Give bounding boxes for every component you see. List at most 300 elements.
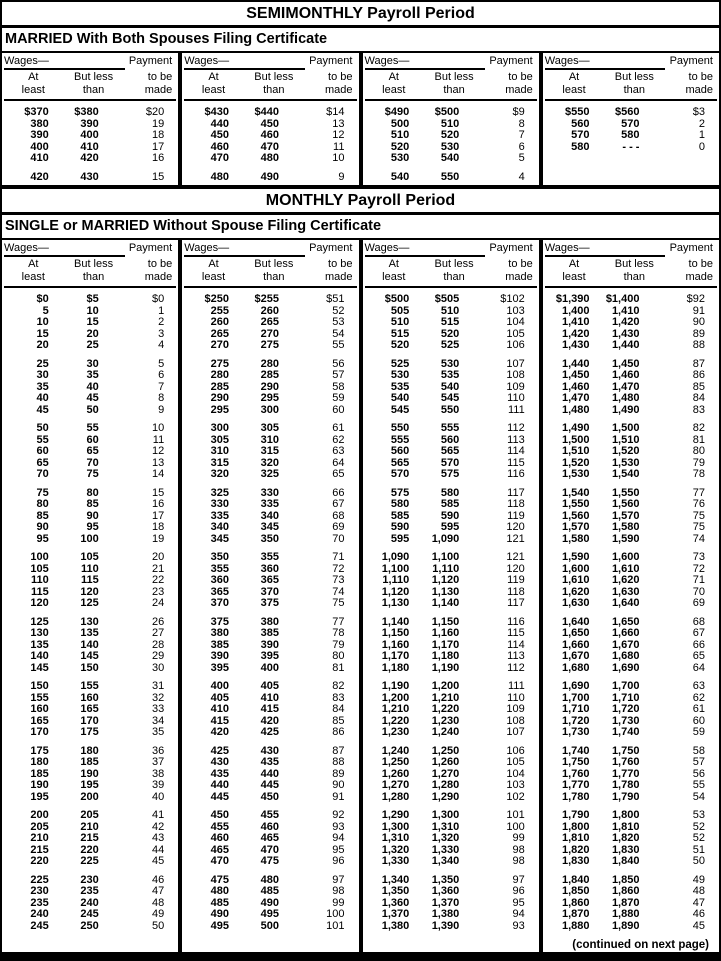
payment-cell: 8 bbox=[158, 392, 165, 404]
table-row bbox=[184, 370, 356, 382]
at-least-cell: 1,730 bbox=[562, 726, 590, 738]
at-least-cell: 1,680 bbox=[562, 661, 590, 674]
at-least-cell: 520 bbox=[390, 140, 410, 153]
at-least-cell: 505 bbox=[390, 304, 410, 317]
payment-cell: 89 bbox=[692, 327, 705, 340]
at-least-cell: 1,370 bbox=[381, 908, 410, 920]
table-row bbox=[184, 534, 356, 546]
payment-cell: 56 bbox=[692, 767, 705, 780]
table-row bbox=[4, 172, 176, 184]
at-least-cell: 1,140 bbox=[381, 615, 410, 628]
payment-cell: 78 bbox=[332, 627, 345, 639]
payment-cell: 5 bbox=[158, 357, 165, 370]
payment-cell: 87 bbox=[692, 357, 705, 370]
but-less-cell: 400 bbox=[80, 129, 99, 141]
table-row bbox=[545, 757, 717, 769]
table-row bbox=[365, 921, 537, 933]
to-be-made-header: to be made bbox=[685, 258, 713, 283]
payment-cell: 113 bbox=[507, 433, 525, 446]
but-less-cell: 15 bbox=[86, 316, 99, 328]
but-less-cell: 1,260 bbox=[431, 756, 460, 768]
but-less-cell: 175 bbox=[80, 726, 99, 738]
but-less-cell: 85 bbox=[86, 498, 99, 510]
but-less-cell: 315 bbox=[260, 445, 279, 457]
but-less-cell: 110 bbox=[80, 562, 99, 575]
table-row bbox=[184, 598, 356, 610]
but-less-cell: 400 bbox=[260, 661, 279, 674]
table-row bbox=[184, 317, 356, 329]
table-row bbox=[184, 575, 356, 587]
wage-column-group bbox=[363, 240, 543, 952]
table-row bbox=[545, 833, 717, 845]
table-row bbox=[184, 727, 356, 739]
table-row bbox=[365, 856, 537, 868]
payment-header-label: Payment bbox=[128, 242, 173, 254]
row-block bbox=[4, 681, 176, 739]
but-less-cell: 230 bbox=[80, 873, 99, 886]
payment-cell: 2 bbox=[158, 316, 165, 328]
at-least-cell: 1,220 bbox=[381, 714, 410, 727]
but-less-cell: 485 bbox=[260, 885, 279, 897]
but-less-cell: 1,890 bbox=[611, 919, 640, 932]
table-row bbox=[365, 370, 537, 382]
at-least-cell: 265 bbox=[210, 327, 230, 340]
at-least-cell: 285 bbox=[210, 380, 230, 393]
but-less-cell: 570 bbox=[440, 456, 460, 469]
at-least-cell: 1,400 bbox=[562, 304, 590, 317]
table-row bbox=[4, 317, 176, 329]
row-block bbox=[184, 875, 356, 933]
but-less-cell: 195 bbox=[80, 779, 99, 791]
payment-cell: 100 bbox=[506, 820, 525, 833]
row-block bbox=[4, 294, 176, 352]
but-less-cell: 225 bbox=[80, 855, 99, 867]
but-less-than-header: But less than bbox=[434, 71, 474, 96]
but-less-cell: 520 bbox=[440, 129, 460, 141]
at-least-cell: 1,240 bbox=[381, 744, 410, 757]
but-less-cell: 1,660 bbox=[611, 627, 640, 639]
row-block bbox=[4, 875, 176, 933]
table-row bbox=[184, 469, 356, 481]
table-row bbox=[545, 294, 717, 306]
payment-cell: 107 bbox=[506, 726, 525, 738]
at-least-cell: 1,290 bbox=[381, 809, 410, 821]
table-row bbox=[4, 370, 176, 382]
row-block bbox=[545, 810, 717, 868]
payment-cell: 88 bbox=[332, 756, 345, 768]
but-less-cell: 60 bbox=[86, 433, 99, 446]
payment-cell: 66 bbox=[332, 486, 345, 499]
table-row bbox=[545, 107, 717, 119]
but-less-cell: 245 bbox=[80, 908, 99, 920]
but-less-cell: 420 bbox=[80, 152, 99, 164]
payment-cell: 54 bbox=[332, 327, 345, 340]
but-less-cell: 595 bbox=[440, 521, 460, 533]
but-less-cell: 270 bbox=[260, 327, 279, 340]
payment-cell: $9 bbox=[512, 106, 525, 118]
payment-cell: 100 bbox=[326, 908, 345, 920]
table-row bbox=[184, 856, 356, 868]
payment-cell: 49 bbox=[151, 908, 165, 920]
payment-cell: 117 bbox=[507, 597, 525, 609]
group-header-top bbox=[545, 55, 717, 70]
payment-cell: 119 bbox=[507, 509, 525, 522]
table-row bbox=[184, 651, 356, 663]
payment-cell: 82 bbox=[692, 422, 705, 434]
table-row bbox=[184, 522, 356, 534]
at-least-cell: 1,420 bbox=[562, 327, 590, 340]
payment-cell: 10 bbox=[151, 422, 165, 434]
payment-cell: 17 bbox=[151, 140, 165, 153]
at-least-cell: 490 bbox=[210, 908, 230, 920]
at-least-cell: 120 bbox=[30, 597, 49, 609]
payment-cell: 116 bbox=[507, 615, 525, 628]
at-least-cell: 445 bbox=[210, 790, 230, 803]
at-least-cell: 100 bbox=[30, 551, 49, 563]
payment-cell: 62 bbox=[332, 433, 345, 446]
but-less-cell: 385 bbox=[260, 627, 279, 639]
group-header-sub bbox=[4, 258, 176, 284]
but-less-cell: 560 bbox=[440, 433, 460, 446]
but-less-cell: 1,670 bbox=[611, 638, 640, 651]
but-less-cell: 1,550 bbox=[611, 486, 640, 499]
at-least-cell: 540 bbox=[390, 170, 410, 183]
but-less-cell: 430 bbox=[80, 170, 99, 183]
payment-cell: 7 bbox=[158, 380, 165, 393]
but-less-cell: 1,840 bbox=[611, 855, 640, 867]
but-less-cell: 280 bbox=[260, 357, 279, 370]
at-least-cell: 420 bbox=[210, 726, 230, 738]
but-less-cell: 300 bbox=[260, 403, 279, 416]
payment-cell: 57 bbox=[692, 756, 705, 768]
payment-cell: 47 bbox=[692, 896, 705, 909]
table-row bbox=[184, 552, 356, 564]
table-row bbox=[545, 598, 717, 610]
but-less-cell: 1,710 bbox=[611, 691, 640, 704]
table-row bbox=[365, 172, 537, 184]
row-block bbox=[4, 552, 176, 610]
row-block bbox=[184, 359, 356, 417]
payment-cell: 83 bbox=[332, 691, 345, 704]
but-less-cell: 295 bbox=[260, 392, 279, 404]
but-less-than-header: But less than bbox=[73, 71, 114, 96]
table-row bbox=[365, 534, 537, 546]
at-least-cell: 575 bbox=[390, 486, 410, 499]
but-less-cell: 1,600 bbox=[611, 551, 640, 563]
at-least-cell: 580 bbox=[390, 498, 410, 510]
payment-cell: 46 bbox=[692, 908, 705, 920]
row-block bbox=[365, 875, 537, 933]
at-least-cell: 1,190 bbox=[381, 680, 410, 692]
group-header bbox=[4, 240, 176, 288]
payment-cell: 9 bbox=[338, 170, 345, 183]
but-less-cell: 380 bbox=[260, 615, 279, 628]
but-less-cell: - - - bbox=[622, 140, 640, 153]
but-less-cell: 1,430 bbox=[611, 327, 640, 340]
but-less-cell: 1,520 bbox=[611, 445, 640, 457]
but-less-cell: 1,310 bbox=[431, 820, 460, 833]
but-less-cell: 115 bbox=[80, 574, 99, 586]
at-least-cell: 65 bbox=[36, 456, 49, 469]
payment-cell: 121 bbox=[506, 532, 525, 545]
but-less-cell: 545 bbox=[440, 392, 460, 404]
payment-header-label: Payment bbox=[669, 55, 713, 67]
but-less-cell: 1,810 bbox=[611, 820, 640, 833]
but-less-cell: 1,490 bbox=[611, 403, 640, 416]
but-less-cell: $1,400 bbox=[605, 293, 640, 305]
table-row bbox=[4, 681, 176, 693]
but-less-cell: 1,870 bbox=[611, 896, 640, 909]
table-row bbox=[545, 499, 717, 511]
at-least-cell: 555 bbox=[390, 433, 410, 446]
table-row bbox=[4, 423, 176, 435]
table-row bbox=[184, 393, 356, 405]
but-less-cell: 470 bbox=[260, 843, 279, 856]
table-row bbox=[184, 130, 356, 142]
but-less-cell: 200 bbox=[80, 790, 99, 803]
group-header-sub bbox=[545, 71, 717, 97]
row-block bbox=[365, 107, 537, 165]
but-less-cell: 1,390 bbox=[431, 919, 460, 932]
table-row bbox=[365, 886, 537, 898]
but-less-cell: 10 bbox=[86, 304, 99, 317]
at-least-cell: 145 bbox=[30, 661, 49, 674]
table-row bbox=[365, 393, 537, 405]
table-row bbox=[545, 393, 717, 405]
payment-cell: 83 bbox=[692, 403, 705, 416]
but-less-cell: 340 bbox=[260, 509, 279, 522]
table-row bbox=[545, 886, 717, 898]
payment-cell: 94 bbox=[332, 832, 345, 844]
at-least-cell: $430 bbox=[204, 106, 230, 118]
at-least-cell: 1,750 bbox=[562, 756, 590, 768]
but-less-cell: 1,590 bbox=[611, 532, 640, 545]
payment-cell: 101 bbox=[326, 919, 345, 932]
payment-cell: 92 bbox=[332, 809, 345, 821]
at-least-cell: 220 bbox=[30, 855, 49, 867]
but-less-cell: 25 bbox=[86, 339, 99, 351]
at-least-cell: 400 bbox=[30, 140, 49, 153]
payment-cell: 85 bbox=[692, 380, 705, 393]
wages-header-label: Wages— bbox=[545, 242, 666, 257]
payment-cell: 37 bbox=[151, 756, 165, 768]
payment-cell: 14 bbox=[151, 468, 165, 480]
payment-cell: 64 bbox=[692, 661, 705, 674]
payment-cell: 79 bbox=[692, 456, 705, 469]
but-less-cell: 1,690 bbox=[611, 661, 640, 674]
at-least-cell: 185 bbox=[30, 767, 49, 780]
table-row bbox=[4, 792, 176, 804]
payment-cell: 59 bbox=[692, 726, 705, 738]
table-row bbox=[365, 469, 537, 481]
table-row bbox=[545, 423, 717, 435]
but-less-cell: 495 bbox=[260, 908, 279, 920]
at-least-cell: 295 bbox=[210, 403, 230, 416]
at-least-cell: 335 bbox=[210, 509, 230, 522]
payment-cell: 34 bbox=[151, 714, 165, 727]
but-less-cell: 1,240 bbox=[431, 726, 460, 738]
table-row bbox=[545, 909, 717, 921]
at-least-cell: 410 bbox=[30, 152, 49, 164]
at-least-cell: 175 bbox=[30, 744, 49, 757]
but-less-cell: 365 bbox=[260, 574, 279, 586]
payment-cell: 75 bbox=[692, 509, 705, 522]
wages-header-label: Wages— bbox=[365, 55, 486, 70]
wages-header-label: Wages— bbox=[184, 55, 305, 70]
at-least-cell: 1,880 bbox=[562, 919, 590, 932]
at-least-cell: 450 bbox=[210, 809, 230, 821]
payment-cell: 86 bbox=[332, 726, 345, 738]
but-less-cell: 445 bbox=[260, 779, 279, 791]
at-least-cell: 1,300 bbox=[381, 820, 410, 833]
payment-cell: 17 bbox=[151, 509, 165, 522]
at-least-cell: 395 bbox=[210, 661, 230, 674]
group-header bbox=[545, 240, 717, 288]
table-row bbox=[184, 663, 356, 675]
group-body bbox=[365, 101, 537, 183]
at-least-cell: 305 bbox=[210, 433, 230, 446]
at-least-cell: 450 bbox=[210, 129, 230, 141]
payment-cell: 77 bbox=[332, 615, 345, 628]
at-least-cell: 1,740 bbox=[562, 744, 590, 757]
row-block bbox=[365, 681, 537, 739]
payment-cell: 89 bbox=[332, 767, 345, 780]
but-less-cell: 1,620 bbox=[611, 574, 640, 586]
table-row bbox=[365, 340, 537, 352]
payment-cell: 116 bbox=[507, 468, 525, 480]
table-row bbox=[184, 405, 356, 417]
payment-cell: 93 bbox=[332, 820, 345, 833]
table-row bbox=[4, 651, 176, 663]
payment-cell: $14 bbox=[326, 106, 345, 118]
payment-cell: 120 bbox=[506, 521, 525, 533]
monthly-table bbox=[2, 240, 719, 952]
payment-cell: 55 bbox=[332, 339, 345, 351]
payment-cell: 11 bbox=[152, 433, 165, 446]
at-least-cell: 80 bbox=[36, 498, 49, 510]
at-least-cell: 90 bbox=[36, 521, 49, 533]
but-less-cell: 20 bbox=[86, 327, 99, 340]
at-least-cell: 530 bbox=[390, 152, 410, 164]
at-least-cell: 560 bbox=[571, 117, 590, 130]
payment-cell: 31 bbox=[151, 680, 165, 692]
at-least-cell: 150 bbox=[30, 680, 49, 692]
wage-column-group bbox=[543, 240, 719, 952]
at-least-cell: 50 bbox=[36, 422, 49, 434]
but-less-cell: 395 bbox=[260, 650, 279, 662]
table-row bbox=[4, 294, 176, 306]
table-row bbox=[545, 856, 717, 868]
but-less-cell: 1,480 bbox=[611, 392, 640, 404]
but-less-cell: 1,570 bbox=[611, 509, 640, 522]
but-less-cell: 310 bbox=[260, 433, 279, 446]
but-less-cell: 335 bbox=[260, 498, 279, 510]
payment-cell: 3 bbox=[158, 327, 165, 340]
but-less-cell: 45 bbox=[86, 392, 99, 404]
wage-column-group bbox=[182, 240, 362, 952]
but-less-cell: 240 bbox=[80, 896, 99, 909]
but-less-cell: 1,150 bbox=[431, 615, 460, 628]
at-least-cell: 1,700 bbox=[562, 691, 590, 704]
but-less-cell: 410 bbox=[80, 140, 99, 153]
at-least-cell: $250 bbox=[204, 293, 230, 305]
payment-cell: 90 bbox=[692, 316, 705, 328]
table-row bbox=[365, 810, 537, 822]
payment-cell: 51 bbox=[692, 843, 705, 856]
payment-header-label: Payment bbox=[489, 55, 533, 67]
table-row bbox=[184, 446, 356, 458]
payment-cell: 8 bbox=[518, 117, 525, 130]
but-less-cell: 1,450 bbox=[611, 357, 640, 370]
but-less-cell: $500 bbox=[434, 106, 460, 118]
but-less-cell: 305 bbox=[260, 422, 279, 434]
but-less-cell: 510 bbox=[440, 117, 460, 130]
at-least-cell: 170 bbox=[30, 726, 49, 738]
payment-cell: 35 bbox=[151, 726, 165, 738]
at-least-header: At least bbox=[201, 258, 226, 283]
payment-cell: 74 bbox=[332, 585, 345, 598]
at-least-cell: $370 bbox=[24, 106, 49, 118]
but-less-cell: 405 bbox=[260, 680, 279, 692]
payment-cell: 82 bbox=[332, 680, 345, 692]
but-less-cell: 580 bbox=[621, 129, 640, 141]
table-row bbox=[184, 294, 356, 306]
table-row bbox=[365, 130, 537, 142]
payment-cell: 114 bbox=[507, 445, 525, 457]
payment-cell: 19 bbox=[151, 117, 165, 130]
at-least-cell: 1,530 bbox=[562, 468, 590, 480]
but-less-cell: 435 bbox=[260, 756, 279, 768]
at-least-cell: 1,870 bbox=[562, 908, 590, 920]
table-row bbox=[184, 780, 356, 792]
at-least-cell: 390 bbox=[30, 129, 49, 141]
but-less-cell: 1,410 bbox=[611, 304, 640, 317]
table-row bbox=[545, 142, 717, 154]
payment-cell: 1 bbox=[698, 129, 705, 141]
at-least-cell: 15 bbox=[36, 327, 49, 340]
payment-cell: 6 bbox=[518, 140, 525, 153]
payment-cell: 102 bbox=[506, 790, 525, 803]
table-row bbox=[4, 469, 176, 481]
payment-cell: 78 bbox=[692, 468, 705, 480]
payment-cell: 105 bbox=[506, 327, 525, 340]
at-least-cell: 465 bbox=[210, 843, 230, 856]
payment-cell: 74 bbox=[692, 532, 705, 545]
table-row bbox=[545, 727, 717, 739]
row-block bbox=[184, 617, 356, 675]
payment-cell: 15 bbox=[151, 486, 165, 499]
payment-cell: 64 bbox=[332, 456, 345, 469]
but-less-cell: 1,820 bbox=[611, 832, 640, 844]
at-least-cell: 1,470 bbox=[562, 392, 590, 404]
but-less-cell: 480 bbox=[260, 873, 279, 886]
payment-cell: 48 bbox=[692, 885, 705, 897]
at-least-cell: 1,600 bbox=[562, 562, 590, 575]
row-block bbox=[4, 359, 176, 417]
payment-cell: 32 bbox=[151, 691, 165, 704]
table-row bbox=[4, 628, 176, 640]
at-least-cell: 240 bbox=[30, 908, 49, 920]
payment-cell: 99 bbox=[332, 896, 345, 909]
at-least-header: At least bbox=[562, 71, 586, 96]
at-least-cell: 280 bbox=[210, 369, 230, 381]
at-least-cell: 525 bbox=[390, 357, 410, 370]
at-least-cell: 470 bbox=[210, 152, 230, 164]
payment-cell: 43 bbox=[151, 832, 165, 844]
at-least-cell: 5 bbox=[42, 304, 49, 317]
but-less-cell: 450 bbox=[260, 117, 279, 130]
at-least-cell: 1,810 bbox=[562, 832, 590, 844]
